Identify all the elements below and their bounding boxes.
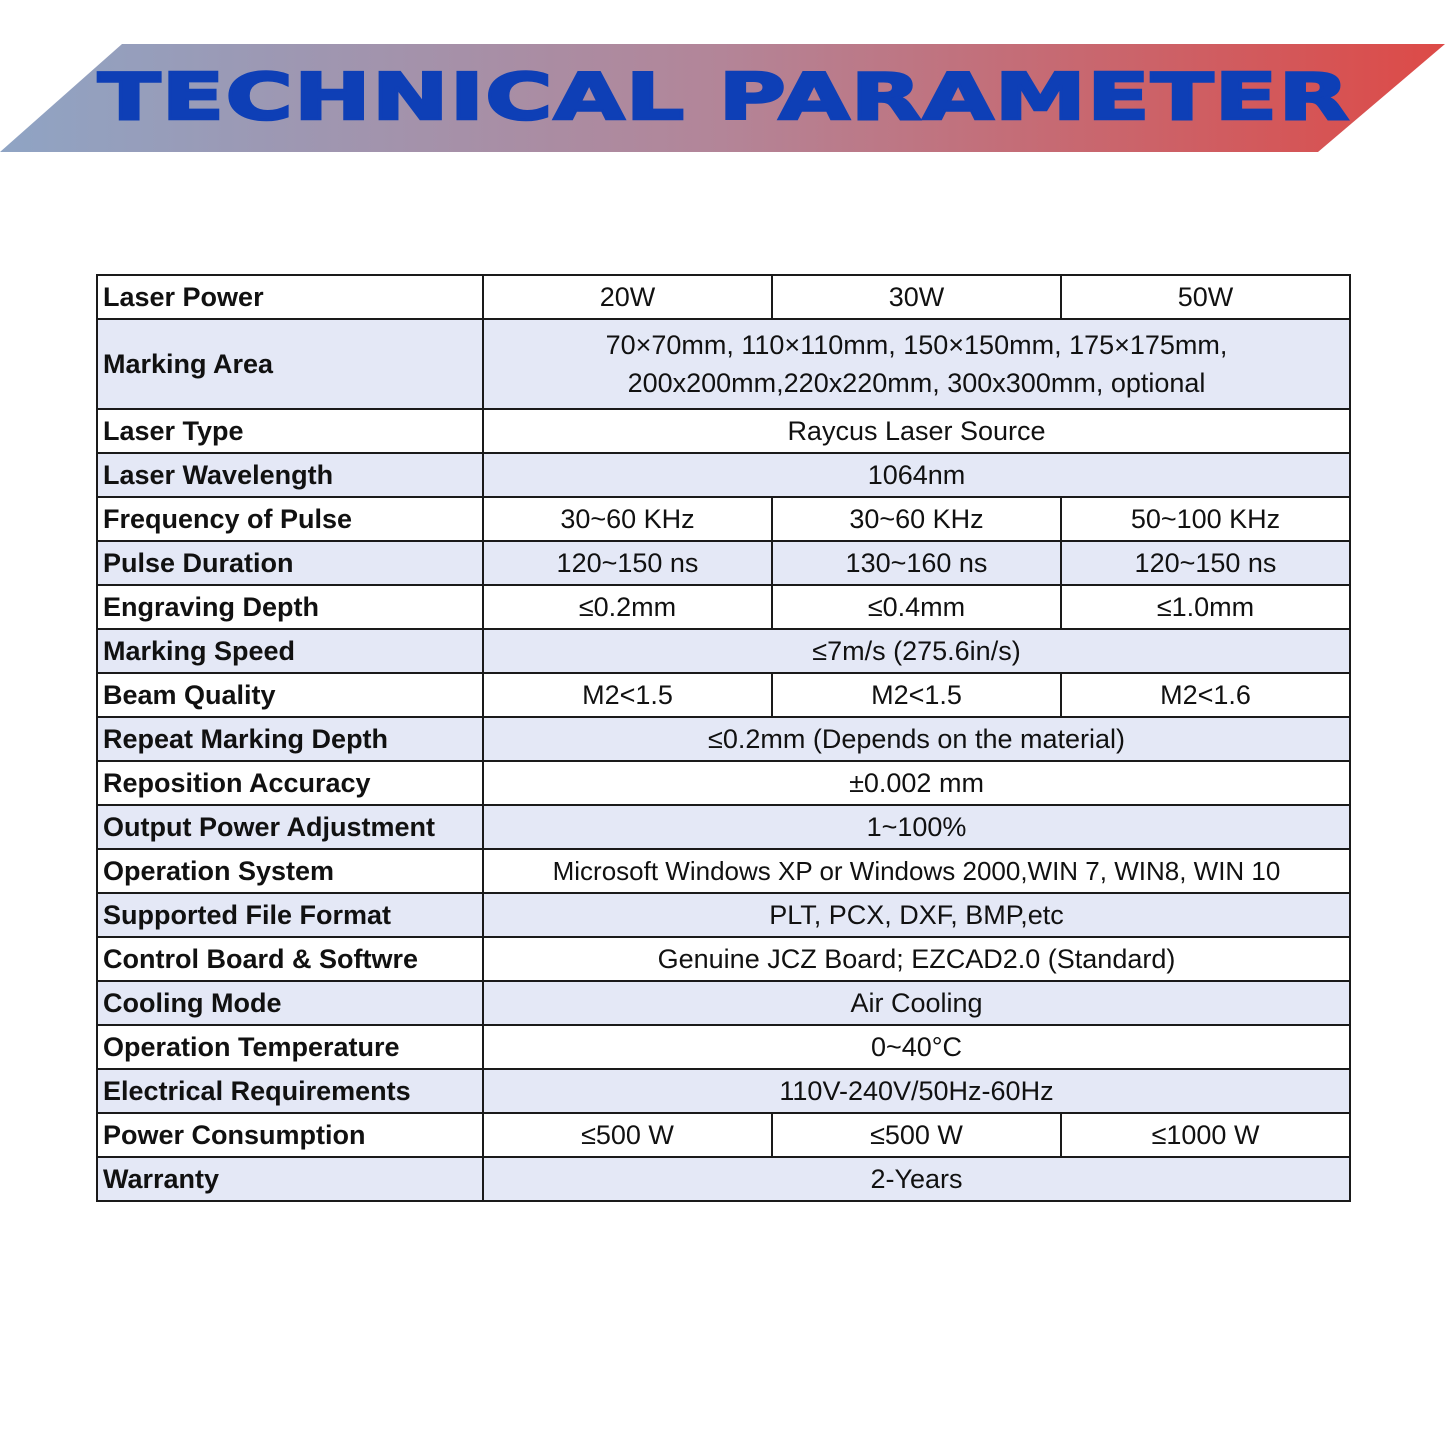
table-row — [97, 1113, 1350, 1157]
cell-value: 50W — [1061, 275, 1350, 319]
cell-value: 50~100 KHz — [1061, 497, 1350, 541]
row-label: Control Board & Softwre — [97, 937, 483, 981]
table-row — [97, 541, 1350, 585]
cell-value: 130~160 ns — [772, 541, 1061, 585]
row-label: Supported File Format — [97, 893, 483, 937]
cell-value: 2-Years — [483, 1157, 1350, 1201]
table-row — [97, 673, 1350, 717]
title-banner — [0, 44, 1445, 154]
cell-value: 120~150 ns — [483, 541, 772, 585]
cell-value: 30W — [772, 275, 1061, 319]
table-row — [97, 805, 1350, 849]
cell-value: ≤0.2mm (Depends on the material) — [483, 717, 1350, 761]
cell-line: 200x200mm,220x220mm, 300x300mm, optional — [627, 368, 1206, 398]
table-row — [97, 275, 1350, 319]
table-row — [97, 585, 1350, 629]
spec-table — [96, 274, 1351, 1202]
cell-value: 20W — [483, 275, 772, 319]
row-label: Repeat Marking Depth — [97, 717, 483, 761]
cell-value: 30~60 KHz — [483, 497, 772, 541]
cell-value: M2<1.5 — [772, 673, 1061, 717]
table-row — [97, 981, 1350, 1025]
cell-value — [483, 319, 1350, 409]
table-row — [97, 937, 1350, 981]
row-label: Marking Speed — [97, 629, 483, 673]
row-label: Operation Temperature — [97, 1025, 483, 1069]
table-row — [97, 849, 1350, 893]
cell-value: Air Cooling — [483, 981, 1350, 1025]
table-row — [97, 629, 1350, 673]
cell-value: ≤1000 W — [1061, 1113, 1350, 1157]
row-label: Power Consumption — [97, 1113, 483, 1157]
cell-value: ≤7m/s (275.6in/s) — [483, 629, 1350, 673]
cell-value: 110V-240V/50Hz-60Hz — [483, 1069, 1350, 1113]
cell-value: 0~40°C — [483, 1025, 1350, 1069]
cell-line: 70×70mm, 110×110mm, 150×150mm, 175×175mm, — [605, 330, 1228, 360]
cell-value: ≤0.4mm — [772, 585, 1061, 629]
table-row — [97, 319, 1350, 409]
row-label: Beam Quality — [97, 673, 483, 717]
row-label: Laser Power — [97, 275, 483, 319]
row-label: Laser Wavelength — [97, 453, 483, 497]
cell-value: ±0.002 mm — [483, 761, 1350, 805]
cell-value: Genuine JCZ Board; EZCAD2.0 (Standard) — [483, 937, 1350, 981]
cell-value: 1~100% — [483, 805, 1350, 849]
table-row — [97, 761, 1350, 805]
cell-value: Microsoft Windows XP or Windows 2000,WIN 7, WIN8, WIN 10 — [483, 849, 1350, 893]
row-label: Marking Area — [97, 319, 483, 409]
cell-value: M2<1.5 — [483, 673, 772, 717]
cell-value: ≤500 W — [483, 1113, 772, 1157]
row-label: Reposition Accuracy — [97, 761, 483, 805]
row-label: Electrical Requirements — [97, 1069, 483, 1113]
table-row — [97, 1157, 1350, 1201]
row-label: Operation System — [97, 849, 483, 893]
cell-value: ≤0.2mm — [483, 585, 772, 629]
row-label: Warranty — [97, 1157, 483, 1201]
cell-value: Raycus Laser Source — [483, 409, 1350, 453]
table-row — [97, 1025, 1350, 1069]
cell-value: ≤500 W — [772, 1113, 1061, 1157]
table-row — [97, 893, 1350, 937]
cell-value: M2<1.6 — [1061, 673, 1350, 717]
table-row — [97, 453, 1350, 497]
row-label: Output Power Adjustment — [97, 805, 483, 849]
cell-value: ≤1.0mm — [1061, 585, 1350, 629]
cell-value: PLT, PCX, DXF, BMP,etc — [483, 893, 1350, 937]
cell-value: 120~150 ns — [1061, 541, 1350, 585]
table-row — [97, 1069, 1350, 1113]
row-label: Cooling Mode — [97, 981, 483, 1025]
row-label: Engraving Depth — [97, 585, 483, 629]
table-row — [97, 717, 1350, 761]
row-label: Frequency of Pulse — [97, 497, 483, 541]
table-row — [97, 409, 1350, 453]
cell-value: 30~60 KHz — [772, 497, 1061, 541]
row-label: Laser Type — [97, 409, 483, 453]
cell-value: 1064nm — [483, 453, 1350, 497]
table-row — [97, 497, 1350, 541]
page-title: TECHNICAL PARAMETER — [98, 61, 1351, 135]
row-label: Pulse Duration — [97, 541, 483, 585]
